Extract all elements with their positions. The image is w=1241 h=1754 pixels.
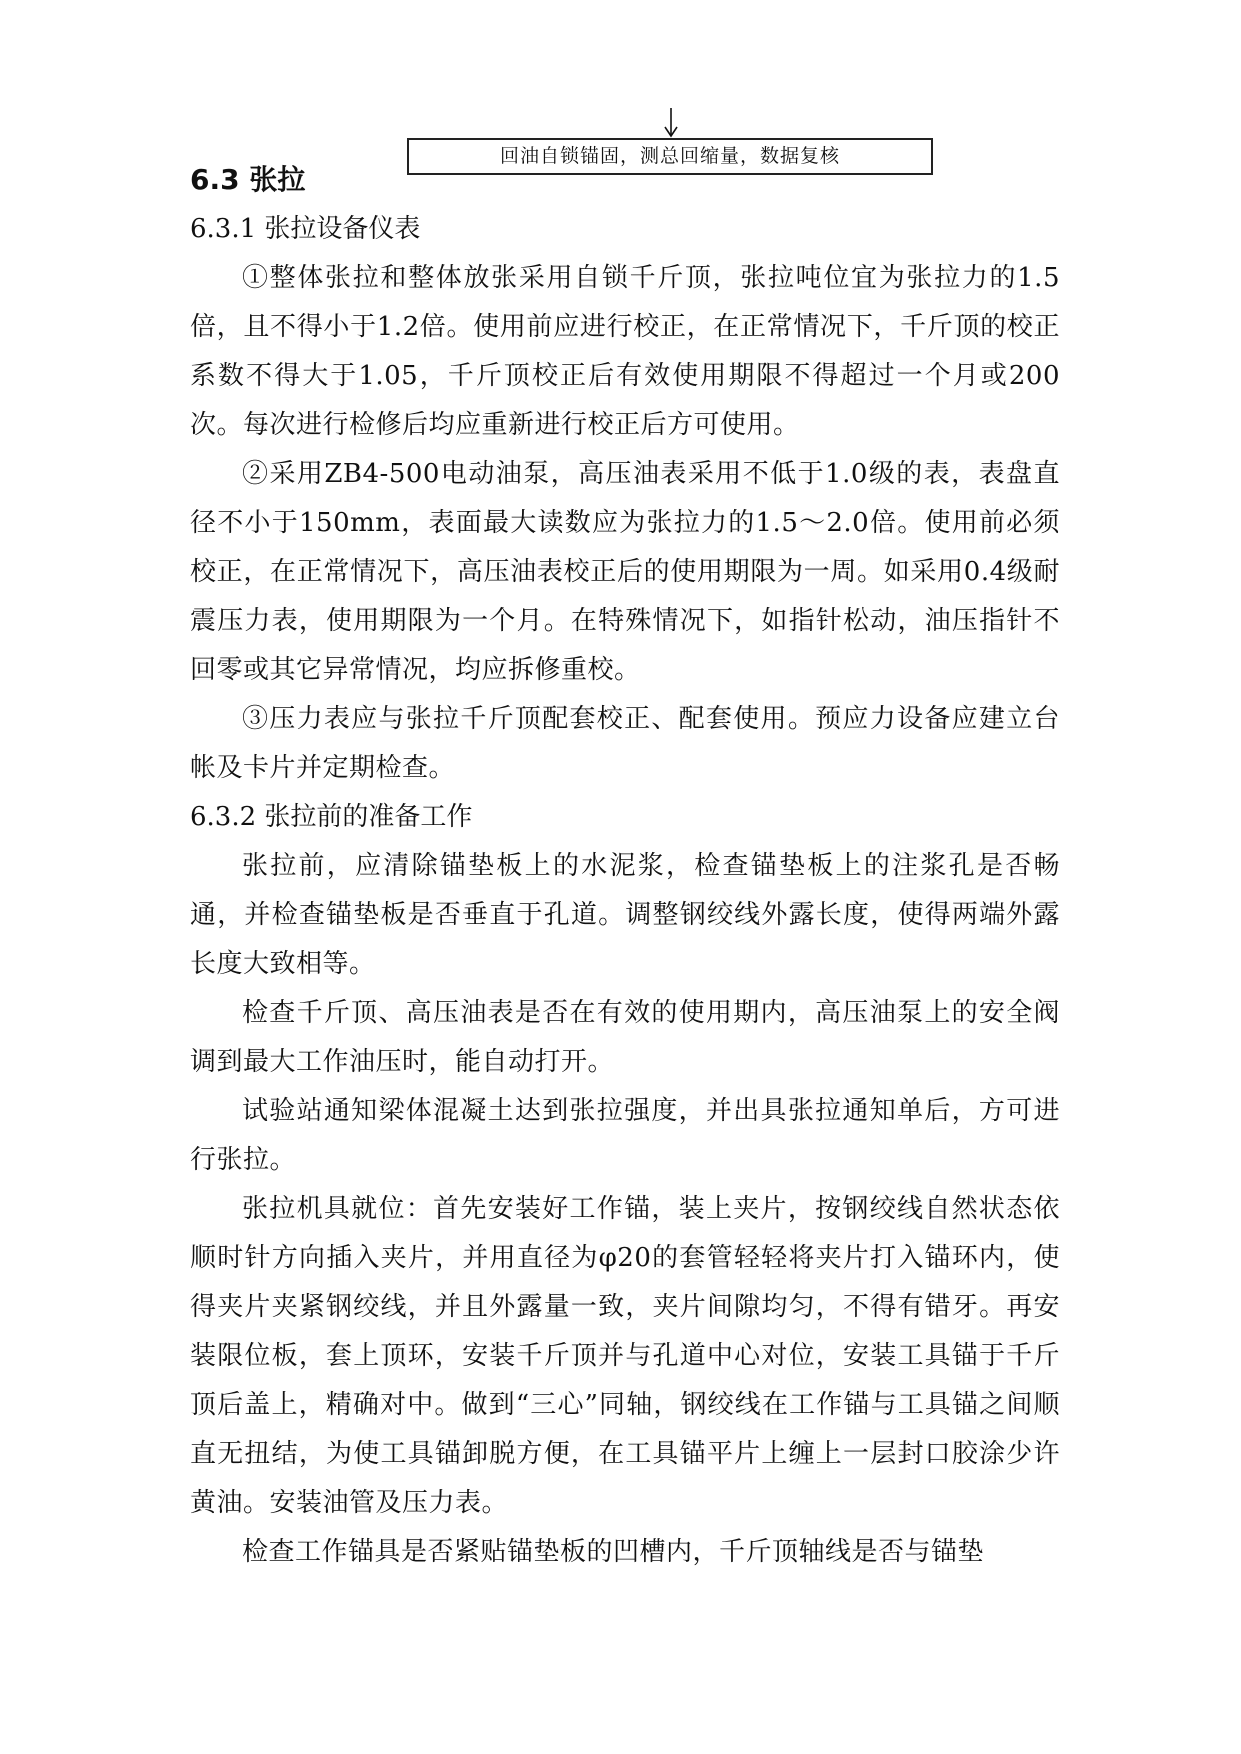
paragraph: ②采用ZB4-500电动油泵，高压油表采用不低于1.0级的表，表盘直径不小于150mm，表面最大读数应为张拉力的1.5～2.0倍。使用前必须校正，在正常情况下，高压油表校正后的使用期限为一周。如采用0.4级耐震压力表，使用期限为一个月。在特殊情况下，如指针松动，油压指针不回零或其它异常情况，均应拆修重校。 — [190, 459, 1060, 685]
paragraph: ①整体张拉和整体放张采用自锁千斤顶，张拉吨位宜为张拉力的1.5倍，且不得小于1.2倍。使用前应进行校正，在正常情况下，千斤顶的校正系数不得大于1.05，千斤顶校正后有效使用期限不得超过一个月或200次。每次进行检修后均应重新进行校正后方可使用。 — [190, 263, 1060, 440]
subsection-title: 6.3.2 张拉前的准备工作 — [190, 802, 473, 832]
document-page — [190, 155, 1060, 1577]
paragraph: 张拉机具就位：首先安装好工作锚，装上夹片，按钢绞线自然状态依顺时针方向插入夹片，并用直径为φ20的套管轻轻将夹片打入锚环内，使得夹片夹紧钢绞线，并且外露量一致，夹片间隙均匀，不得有错牙。再安装限位板，套上顶环，安装千斤顶并与孔道中心对位，安装工具锚于千斤顶后盖上，精确对中。做到“三心”同轴，钢绞线在工作锚与工具锚之间顺直无扭结，为使工具锚卸脱方便，在工具锚平片上缠上一层封口胶涂少许黄油。安装油管及压力表。 — [190, 1194, 1060, 1518]
flow-down-arrow-icon — [663, 108, 679, 138]
paragraph: 检查千斤顶、高压油表是否在有效的使用期内，高压油泵上的安全阀调到最大工作油压时，能自动打开。 — [190, 998, 1060, 1077]
section-title: 6.3 张拉 — [190, 163, 306, 196]
paragraph: 试验站通知梁体混凝土达到张拉强度，并出具张拉通知单后，方可进行张拉。 — [190, 1096, 1060, 1175]
subsection-title: 6.3.1 张拉设备仪表 — [190, 214, 421, 244]
paragraph: ③压力表应与张拉千斤顶配套校正、配套使用。预应力设备应建立台帐及卡片并定期检查。 — [190, 704, 1060, 783]
paragraph: 张拉前，应清除锚垫板上的水泥浆，检查锚垫板上的注浆孔是否畅通，并检查锚垫板是否垂直于孔道。调整钢绞线外露长度，使得两端外露长度大致相等。 — [190, 851, 1060, 979]
flowchart-step-box: 回油自锁锚固，测总回缩量，数据复核 — [407, 138, 933, 175]
paragraph: 检查工作锚具是否紧贴锚垫板的凹槽内，千斤顶轴线是否与锚垫 — [242, 1537, 985, 1567]
